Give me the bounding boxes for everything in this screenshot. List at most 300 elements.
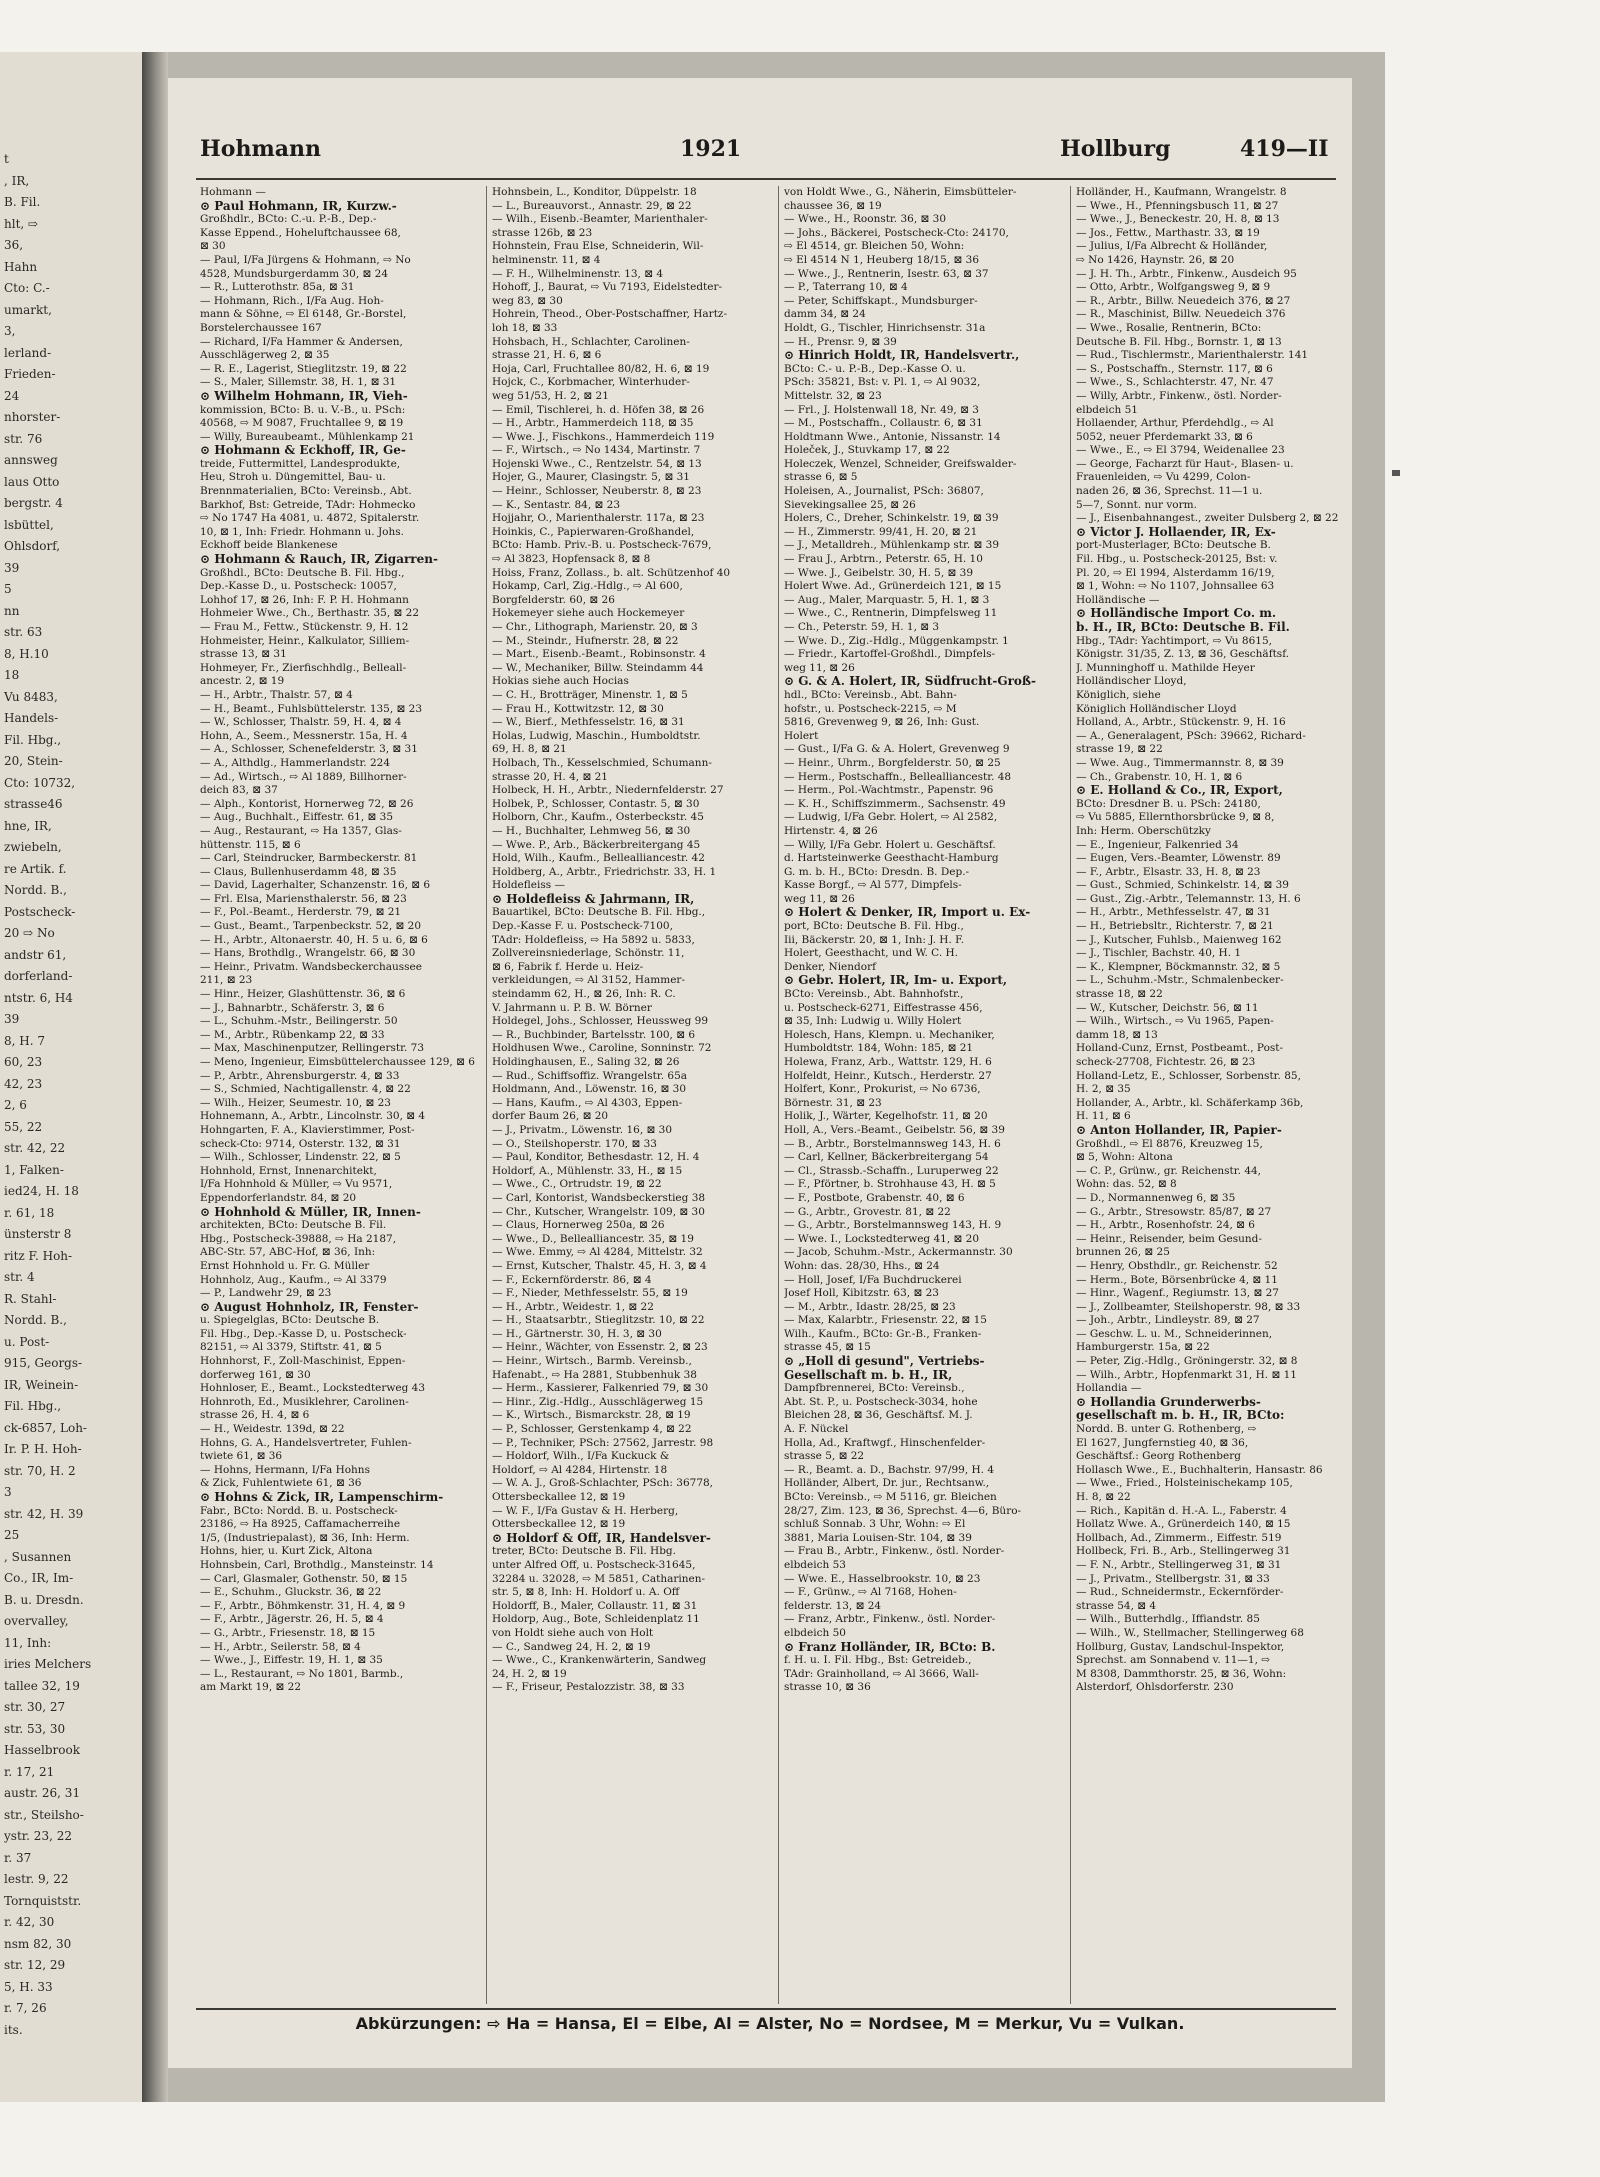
directory-entry: Hojjahr, O., Marienthalerstr. 117a, ⊠ 23 [492,512,705,525]
directory-entry: — Frl., J. Holstenwall 18, Nr. 49, ⊠ 3 [784,403,979,416]
firm-listing: ⊙ Hohns & Zick, IR, Lampenschirm- [200,1491,444,1504]
directory-column-2 [492,186,772,2004]
page-header [200,130,1330,170]
directory-entry: — F., Postbote, Grabenstr. 40, ⊠ 6 [784,1191,965,1204]
directory-entry: Großhdl., BCto: Deutsche B. Fil. Hbg., [200,566,405,579]
directory-entry: strasse 45, ⊠ 15 [784,1341,871,1354]
directory-entry: Iii, Bäckerstr. 20, ⊠ 1, Inh: J. H. F. [784,933,965,946]
left-page-fragment: 39 [4,1012,20,1026]
directory-entry: — H., Arbtr., Altonaerstr. 40, H. 5 u. 6, ⊠ 6 [200,933,428,946]
directory-entry: — Hohmann, Rich., I/Fa Aug. Hoh- [200,294,384,307]
directory-entry: BCto: Dresdner B. u. PSch: 24180, [1076,797,1261,810]
firm-listing: b. H., IR, BCto: Deutsche B. Fil. [1076,621,1290,634]
left-page-fragment: nsm 82, 30 [4,1936,72,1951]
directory-entry: treter, BCto: Deutsche B. Fil. Hbg. [492,1545,676,1558]
directory-entry: PSch: 35821, Bst: v. Pl. 1, ⇨ Al 9032, [784,376,981,389]
directory-entry: — Holl, Josef, I/Fa Buchdruckerei [784,1273,962,1286]
directory-entry: — Wwe., Fried., Holsteinischekamp 105, [1076,1477,1293,1490]
left-page-fragment: str. 70, H. 2 [4,1463,76,1478]
directory-entry: — G., Arbtr., Borstelmannsweg 143, H. 9 [784,1219,1002,1232]
left-page-fragment: 55, 22 [4,1119,43,1134]
directory-entry: — W., Kutscher, Deichstr. 56, ⊠ 11 [1076,1001,1259,1014]
directory-entry: — Peter, Zig.-Hdlg., Gröningerstr. 32, ⊠ 8 [1076,1355,1298,1368]
directory-entry: — Meno, Ingenieur, Eimsbüttelerchaussee 129, ⊠ 6 [200,1056,475,1068]
directory-entry: — L., Schuhm.-Mstr., Beilingerstr. 50 [200,1015,398,1028]
left-page-fragment: Hasselbrook [4,1743,81,1757]
left-page-fragment: Cto: C.- [4,281,50,295]
directory-entry: naden 26, ⊠ 36, Sprechst. 11—1 u. [1076,485,1263,498]
directory-entry: Ottersbeckallee 12, ⊠ 19 [492,1518,626,1531]
left-page-fragment: 20 ⇨ No [4,926,55,940]
directory-entry: strasse 5, ⊠ 22 [784,1450,865,1463]
directory-entry: — F., Arbtr., Böhmkenstr. 31, H. 4, ⊠ 9 [200,1599,406,1612]
directory-entry: — Hans, Brothdlg., Wrangelstr. 66, ⊠ 30 [200,947,416,960]
directory-entry: — Joh., Arbtr., Lindleystr. 89, ⊠ 27 [1076,1314,1260,1327]
directory-entry: Mittelstr. 32, ⊠ 23 [784,389,882,402]
column-divider [778,186,779,2004]
directory-entry: Sprechst. am Sonnabend v. 11—1, ⇨ [1076,1654,1271,1667]
directory-entry: Holland-Letz, E., Schlosser, Sorbenstr. 85, [1076,1069,1301,1082]
directory-entry: G. m. b. H., BCto: Dresdn. B. Dep.- [784,865,970,878]
directory-entry: — Herm., Pol.-Wachtmstr., Papenstr. 96 [784,784,994,797]
directory-entry: 1/5, (Industriepalast), ⊠ 36, Inh: Herm. [200,1531,410,1544]
directory-entry: — Alph., Kontorist, Hornerweg 72, ⊠ 26 [200,797,414,810]
directory-entry: — Willy, I/Fa Gebr. Holert u. Geschäftsf. [784,838,996,851]
directory-entry: — Ernst, Kutscher, Thalstr. 45, H. 3, ⊠ 4 [492,1259,707,1272]
left-page-fragment: u. Post- [4,1334,50,1349]
directory-entry: Holland-Cunz, Ernst, Postbeamt., Post- [1076,1042,1284,1055]
directory-entry: Holert, Geesthacht, und W. C. H. [784,947,958,960]
directory-entry: — Carl, Kontorist, Wandsbeckerstieg 38 [492,1191,706,1204]
directory-entry: — C., Sandweg 24, H. 2, ⊠ 19 [492,1640,651,1653]
directory-entry: Holesch, Hans, Klempn. u. Mechaniker, [784,1028,995,1041]
directory-entry: — C. H., Brotträger, Minenstr. 1, ⊠ 5 [492,688,688,701]
directory-column-4 [1076,186,1356,2004]
directory-entry: Holfeldt, Heinr., Kutsch., Herderstr. 27 [784,1069,992,1082]
firm-listing: ⊙ Hinrich Holdt, IR, Handelsvertr., [784,349,1020,363]
directory-entry: d. Hartsteinwerke Geesthacht-Hamburg [784,852,999,865]
left-page-fragment: 8, H. 7 [4,1033,45,1048]
directory-entry: Holbeck, H. H., Arbtr., Niedernfelderstr. 27 [492,784,724,797]
directory-entry: Holdegel, Johs., Schlosser, Heussweg 99 [492,1015,709,1028]
directory-entry: brunnen 26, ⊠ 25 [1076,1246,1170,1259]
directory-entry: — M., Arbtr., Idastr. 28/25, ⊠ 23 [784,1300,956,1313]
directory-entry: — R. E., Lagerist, Stieglitzstr. 19, ⊠ 22 [200,362,407,375]
firm-listing: ⊙ Anton Hollander, IR, Papier- [1076,1123,1282,1137]
directory-entry: — F., Eckernförderstr. 86, ⊠ 4 [492,1273,652,1286]
book-gutter [142,52,168,2102]
directory-entry: Börnestr. 31, ⊠ 23 [784,1096,882,1109]
directory-entry: Holewa, Franz, Arb., Wattstr. 129, H. 6 [784,1056,992,1068]
directory-entry: — Wilh., Schlosser, Lindenstr. 22, ⊠ 5 [200,1151,401,1164]
left-page-fragment: r. 37 [4,1850,32,1865]
directory-entry: — Wwe., C., Rentnerin, Dimpfelsweg 11 [784,607,998,620]
left-page-fragment: annsweg [4,453,58,467]
directory-entry: strasse 13, ⊠ 31 [200,648,287,661]
left-page-fragment: str. 42, H. 39 [4,1506,84,1521]
directory-entry: — G., Arbtr., Friesenstr. 18, ⊠ 15 [200,1626,376,1639]
directory-entry: — Peter, Schiffskapt., Mundsburger- [784,294,978,307]
directory-entry: V. Jahrmann u. P. B. W. Börner [492,1001,652,1014]
firm-listing: ⊙ August Hohnholz, IR, Fenster- [200,1300,419,1314]
directory-entry: — O., Steilshoperstr. 170, ⊠ 33 [492,1137,657,1150]
directory-entry: Großhdl., ⇨ El 8876, Kreuzweg 15, [1076,1137,1263,1150]
left-page-fragment: overvalley, [4,1614,69,1628]
directory-entry: — Henry, Obsthdlr., gr. Reichenstr. 52 [1076,1259,1278,1272]
directory-entry: — F., Grünw., ⇨ Al 7168, Hohen- [784,1586,957,1599]
directory-entry: Josef Holl, Kibitzstr. 63, ⊠ 23 [784,1287,939,1300]
directory-entry: — Wwe. Aug., Timmermannstr. 8, ⊠ 39 [1076,756,1284,769]
directory-entry: — A., Althdlg., Hammerlandstr. 224 [200,756,391,769]
directory-entry: — Frau M., Fettw., Stückenstr. 9, H. 12 [200,621,409,633]
directory-entry: Dampfbrennerei, BCto: Vereinsb., [784,1382,965,1395]
directory-entry: elbdeich 50 [784,1626,846,1639]
directory-entry: ⊠ 30 [200,240,226,253]
directory-entry: — Max, Maschinenputzer, Rellingerstr. 73 [200,1042,424,1055]
directory-entry: Eckhoff beide Blankenese [200,539,338,552]
directory-entry: — H., Arbtr., Weidestr. 1, ⊠ 22 [492,1300,654,1313]
directory-entry: — Wwe. J., Fischkons., Hammerdeich 119 [492,430,715,443]
header-right-keyword: Hollburg [1060,136,1171,162]
directory-entry: — Carl, Kellner, Bäckerbreitergang 54 [784,1151,989,1164]
left-page-fragment: str. 12, 29 [4,1958,66,1972]
left-page-fragment: Frieden- [4,367,56,381]
directory-entry: — H., Arbtr., Methfesselstr. 47, ⊠ 31 [1076,906,1271,919]
directory-entry: am Markt 19, ⊠ 22 [200,1681,302,1694]
directory-entry: Hohmeyer, Fr., Zierfischhdlg., Belleall- [200,661,407,674]
directory-entry: — F., Arbtr., Elsastr. 33, H. 8, ⊠ 23 [1076,865,1261,878]
left-page-fragment: 5 [4,582,12,596]
directory-entry: 82151, ⇨ Al 3379, Stiftstr. 41, ⊠ 5 [200,1341,382,1354]
left-page-fragment: Tornquiststr. [4,1893,82,1908]
directory-entry: ancestr. 2, ⊠ 19 [200,675,285,688]
directory-entry: damm 34, ⊠ 24 [784,308,866,321]
directory-entry: — Hans, Kaufm., ⇨ Al 4303, Eppen- [492,1096,683,1109]
directory-entry: — Johs., Bäckerei, Postscheck-Cto: 24170, [784,226,1009,239]
directory-entry: von Holdt siehe auch von Holt [492,1626,654,1639]
directory-entry: ⊠ 5, Wohn: Altona [1076,1151,1173,1164]
firm-listing: ⊙ G. & A. Holert, IR, Südfrucht-Groß- [784,675,1036,689]
directory-entry: Hamburgerstr. 15a, ⊠ 22 [1076,1341,1210,1354]
directory-entry: Hohnsbein, L., Konditor, Düppelstr. 18 [492,186,697,198]
directory-entry: BCto: Vereinsb., ⇨ M 5116, gr. Bleichen [784,1491,997,1503]
directory-entry: H. 8, ⊠ 22 [1076,1491,1131,1503]
directory-entry: — Wilh., Wirtsch., ⇨ Vu 1965, Papen- [1076,1015,1274,1028]
directory-entry: kommission, BCto: B. u. V.-B., u. PSch: [200,403,406,416]
directory-entry: treide, Futtermittel, Landesprodukte, [200,457,401,470]
directory-entry: 5816, Grevenweg 9, ⊠ 26, Inh: Gust. [784,716,980,729]
directory-entry: Ernst Hohnhold u. Fr. G. Müller [200,1259,370,1272]
directory-entry: Hollbeck, Fri. B., Arb., Stellingerweg 31 [1076,1545,1291,1558]
firm-listing: ⊙ Wilhelm Hohmann, IR, Vieh- [200,389,408,403]
directory-entry: Heu, Stroh u. Düngemittel, Bau- u. [200,471,386,484]
directory-entry: chaussee 36, ⊠ 19 [784,199,882,212]
directory-entry: scheck-27708, Fichtestr. 26, ⊠ 23 [1076,1056,1256,1068]
directory-entry: helminenstr. 11, ⊠ 4 [492,253,601,266]
left-page-fragment: ntstr. 6, H4 [4,990,73,1005]
directory-entry: — Jacob, Schuhm.-Mstr., Ackermannstr. 30 [784,1246,1013,1259]
directory-entry: Hbg., Postscheck-39888, ⇨ Ha 2187, [200,1232,397,1245]
directory-entry: — K., Klempner, Böckmannstr. 32, ⊠ 5 [1076,960,1281,973]
directory-entry: Dep.-Kasse F. u. Postscheck-7100, [492,920,673,933]
directory-entry: Inh: Herm. Oberschützky [1076,824,1211,837]
directory-entry: — Eugen, Vers.-Beamter, Löwenstr. 89 [1076,852,1281,865]
directory-entry: — Frau B., Arbtr., Finkenw., östl. Norder- [784,1545,1005,1558]
directory-entry: — Holdorf, Wilh., I/Fa Kuckuck & [492,1450,670,1463]
left-page-fragment: , IR, [4,173,30,188]
directory-entry: — J., Zollbeamter, Steilshoperstr. 98, ⊠ 33 [1076,1300,1301,1313]
left-page-fragment: r. 61, 18 [4,1205,55,1220]
directory-entry: — Wilh., Eisenb.-Beamter, Marienthaler- [492,213,708,226]
directory-entry: — Willy, Bureaubeamt., Mühlenkamp 21 [200,430,415,443]
directory-entry: elbdeich 51 [1076,403,1138,416]
directory-entry: ⊠ 35, Inh: Ludwig u. Willy Holert [784,1015,962,1028]
left-page-fragment: 3, [4,324,16,338]
directory-entry: — L., Bureauvorst., Annastr. 29, ⊠ 22 [492,199,692,212]
directory-entry: — C. P., Grünw., gr. Reichenstr. 44, [1076,1164,1262,1177]
directory-entry: dorfer Baum 26, ⊠ 20 [492,1110,609,1123]
directory-entry: 69, H. 8, ⊠ 21 [492,743,567,756]
left-page-fragment: Postscheck- [4,904,76,919]
directory-entry: — Heinr., Wirtsch., Barmb. Vereinsb., [492,1355,692,1368]
directory-entry: — Paul, I/Fa Jürgens & Hohmann, ⇨ No [200,253,411,266]
left-page-fragment: 24 [4,388,20,403]
left-page-fragment: 5, H. 33 [4,1979,53,1994]
directory-entry: — Frau J., Arbtrn., Peterstr. 65, H. 10 [784,553,983,566]
directory-entry: Wohn: das. 28/30, Hhs., ⊠ 24 [784,1259,940,1272]
directory-entry: Lohhof 17, ⊠ 26, Inh: F. P. H. Hohmann [200,593,409,606]
directory-entry: — Friedr., Kartoffel-Großhdl., Dimpfels- [784,648,996,661]
directory-entry: Hojck, C., Korbmacher, Winterhuder- [492,376,690,389]
directory-entry: weg 51/53, H. 2, ⊠ 21 [492,389,609,402]
directory-entry: weg 11, ⊠ 26 [784,892,855,905]
directory-entry: Denker, Niendorf [784,960,876,973]
directory-entry: — Claus, Bullenhuserdamm 48, ⊠ 35 [200,865,397,878]
directory-entry: — F., Pförtner, b. Strohhause 43, H. ⊠ 5 [784,1178,996,1191]
directory-entry: — Herm., Kassierer, Falkenried 79, ⊠ 30 [492,1382,709,1395]
directory-entry: Großhdlr., BCto: C.-u. P.-B., Dep.- [200,213,377,226]
directory-entry: Holla, Ad., Kraftwgf., Hinschenfelder- [784,1436,986,1449]
left-page-fragment: Ir. P. H. Hoh- [4,1442,82,1456]
directory-entry: — Emil, Tischlerei, h. d. Höfen 38, ⊠ 26 [492,403,705,416]
directory-entry: — S., Schmied, Nachtigallenstr. 4, ⊠ 22 [200,1083,411,1096]
directory-entry: Königstr. 31/35, Z. 13, ⊠ 36, Geschäftsf. [1076,648,1290,661]
directory-entry: H. 11, ⊠ 6 [1076,1110,1131,1123]
directory-entry: strasse 54, ⊠ 4 [1076,1599,1157,1612]
directory-entry: — Max, Kalarbtr., Friesenstr. 22, ⊠ 15 [784,1314,987,1327]
directory-entry: Barkhof, Bst: Getreide, TAdr: Hohmecko [200,498,416,511]
left-page-fragment: 36, [4,238,24,252]
directory-entry: — P., Schlosser, Gerstenkamp 4, ⊠ 22 [492,1423,692,1436]
directory-entry: — K. H., Schiffszimmerm., Sachsenstr. 49 [784,797,1006,810]
directory-entry: — Wwe., J., Beneckestr. 20, H. 8, ⊠ 13 [1076,213,1280,226]
directory-entry: Fil. Hbg., Dep.-Kasse D, u. Postscheck- [200,1327,407,1340]
left-page-fragment: t [4,152,9,166]
left-page-fragment: , Susannen [4,1549,72,1564]
directory-entry: — E., Ingenieur, Falkenried 34 [1076,838,1239,851]
directory-entry: — Wwe. D., Zig.-Hdlg., Müggenkampstr. 1 [784,634,1009,647]
left-page-fragment: str. 76 [4,431,43,446]
directory-entry: Hohns, G. A., Handelsvertreter, Fuhlen- [200,1436,412,1449]
directory-entry: — Wwe. Emmy, ⇨ Al 4284, Mittelstr. 32 [492,1246,703,1259]
left-page-fragment: re Artik. f. [4,861,67,876]
left-page-fragment: 39 [4,560,20,575]
directory-entry: Holdorp, Aug., Bote, Schleidenplatz 11 [492,1613,700,1626]
left-page-fragment: 20, Stein- [4,754,63,768]
firm-listing: ⊙ Holdorf & Off, IR, Handelsver- [492,1531,711,1545]
directory-entry: — J., Metalldreh., Mühlenkamp str. ⊠ 39 [784,539,1000,552]
directory-entry: strasse 26, H. 4, ⊠ 6 [200,1409,310,1422]
directory-entry: 32284 u. 32028, ⇨ M 5851, Catharinen- [492,1572,706,1585]
directory-entry: 28/27, Zim. 123, ⊠ 36, Sprechst. 4—6, Büro- [784,1504,1022,1517]
directory-entry: J. Munninghoff u. Mathilde Heyer [1076,661,1255,674]
directory-entry: port, BCto: Deutsche B. Fil. Hbg., [784,920,964,933]
directory-column-3 [784,186,1064,2004]
directory-entry: schluß Sonnab. 3 Uhr, Wohn: ⇨ El [784,1518,966,1531]
directory-entry: Hafenabt., ⇨ Ha 2881, Stubbenhuk 38 [492,1368,697,1381]
directory-entry: — R., Lutterothstr. 85a, ⊠ 31 [200,281,355,294]
directory-entry: Holdtmann Wwe., Antonie, Nissanstr. 14 [784,430,1001,443]
directory-entry: Holfert, Konr., Prokurist, ⇨ No 6736, [784,1083,981,1096]
directory-entry: Hoja, Carl, Fruchtallee 80/82, H. 6, ⊠ 19 [492,362,710,375]
left-page-fragment: ritz F. Hoh- [4,1248,73,1263]
directory-entry: — F., Friseur, Pestalozzistr. 38, ⊠ 33 [492,1681,685,1694]
directory-entry: Hbg., TAdr: Yachtimport, ⇨ Vu 8615, [1076,634,1272,647]
directory-entry: — Hinr., Wagenf., Regiumstr. 13, ⊠ 27 [1076,1287,1279,1300]
directory-entry: Hollander, A., Arbtr., kl. Schäferkamp 36b, [1076,1096,1304,1109]
directory-entry: Borstelerchaussee 167 [200,321,322,334]
abbreviations-footer: Abkürzungen: ⇨ Ha = Hansa, El = Elbe, Al = Alster, No = Nordsee, M = Merkur, Vu = Vulkan. [355,2014,1185,2033]
directory-entry: — Cl., Strassb.-Schaffn., Luruperweg 22 [784,1164,999,1177]
directory-entry: — P., Landwehr 29, ⊠ 23 [200,1287,332,1300]
directory-entry: Holländer, Albert, Dr. jur., Rechtsanw., [784,1477,990,1490]
directory-entry: — J., Eisenbahnangest., zweiter Dulsberg 2, ⊠ 22 [1076,512,1339,525]
directory-entry: — Willy, Arbtr., Finkenw., östl. Norder- [1076,389,1282,402]
directory-entry: 24, H. 2, ⊠ 19 [492,1667,567,1680]
directory-entry: Abt. St. P., u. Postscheck-3034, hohe [784,1395,978,1408]
directory-entry: — L., Restaurant, ⇨ No 1801, Barmb., [200,1667,404,1680]
directory-entry: — Ludwig, I/Fa Gebr. Holert, ⇨ Al 2582, [784,811,998,824]
directory-entry: — Wwe. J., Geibelstr. 30, H. 5, ⊠ 39 [784,566,974,579]
directory-entry: f. H. u. I. Fil. Hbg., Bst: Getreideb., [784,1654,972,1667]
directory-entry: Hokamp, Carl, Zig.-Hdlg., ⇨ Al 600, [492,580,683,593]
directory-entry: — W., Schlosser, Thalstr. 59, H. 4, ⊠ 4 [200,716,402,729]
directory-entry: — Chr., Kutscher, Wrangelstr. 109, ⊠ 30 [492,1205,705,1218]
directory-entry: Hohngarten, F. A., Klavierstimmer, Post- [200,1123,415,1136]
left-page-fragment: hlt, ⇨ [4,216,39,231]
directory-entry: Fabr., BCto: Nordd. B. u. Postscheck- [200,1504,398,1517]
directory-entry: — R., Maschinist, Billw. Neuedeich 376 [1076,308,1286,321]
left-page-fragment: r. 7, 26 [4,2001,47,2015]
directory-entry: — Rud., Tischlermstr., Marienthalerstr. 141 [1076,349,1309,362]
directory-entry: Hollandia — [1076,1382,1142,1395]
directory-entry: ABC-Str. 57, ABC-Hof, ⊠ 36, Inh: [200,1246,376,1259]
directory-entry: BCto: Vereinsb., Abt. Bahnhofstr., [784,988,964,1001]
directory-entry: u. Postscheck-6271, Eiffestrasse 456, [784,1001,983,1014]
directory-entry: Zollvereinsniederlage, Schönstr. 11, [492,947,685,960]
left-page-fragment: 42, 23 [4,1076,43,1091]
directory-entry: BCto: C.- u. P.-B., Dep.-Kasse O. u. [784,362,966,375]
left-page-fragment: 915, Georgs- [4,1356,83,1370]
directory-entry: — Claus, Hornerweg 250a, ⊠ 26 [492,1219,665,1232]
directory-entry: Hoiss, Franz, Zollass., b. alt. Schützenhof 40 [492,566,731,579]
directory-entry: — J., Privatm., Löwenstr. 16, ⊠ 30 [492,1123,673,1136]
left-page-fragment: 11, Inh: [4,1635,52,1650]
directory-entry: Hohnroth, Ed., Musiklehrer, Carolinen- [200,1395,409,1408]
directory-entry: 4528, Mundsburgerdamm 30, ⊠ 24 [200,267,389,280]
directory-entry: — H., Gärtnerstr. 30, H. 3, ⊠ 30 [492,1327,662,1340]
directory-entry: Hohnemann, A., Arbtr., Lincolnstr. 30, ⊠ 4 [200,1110,426,1123]
directory-entry: ⇨ No 1747 Ha 4081, u. 4872, Spitalerstr. [200,512,420,525]
directory-entry: — B., Arbtr., Borstelmannsweg 143, H. 6 [784,1137,1001,1150]
directory-entry: — J. H. Th., Arbtr., Finkenw., Ausdeich 95 [1076,267,1297,280]
left-page-fragment: lerland- [4,345,52,360]
directory-entry: — Carl, Glasmaler, Gothenstr. 50, ⊠ 15 [200,1572,408,1585]
directory-entry: 3881, Maria Louisen-Str. 104, ⊠ 39 [784,1531,972,1544]
directory-entry: — H., Buchhalter, Lehmweg 56, ⊠ 30 [492,824,691,837]
directory-entry: strasse 10, ⊠ 36 [784,1681,871,1694]
left-page-fragment: 60, 23 [4,1055,43,1069]
directory-entry: — H., Betriebsltr., Richterstr. 7, ⊠ 21 [1076,920,1274,933]
directory-entry: — H., Staatsarbtr., Stieglitzstr. 10, ⊠ 22 [492,1314,705,1327]
directory-entry: Holdinghausen, E., Saling 32, ⊠ 26 [492,1056,680,1068]
directory-entry: — J., Bahnarbtr., Schäferstr. 3, ⊠ 6 [200,1001,385,1014]
directory-entry: Kasse Borgf., ⇨ Al 577, Dimpfels- [784,879,962,892]
left-page-fragment: 8, H.10 [4,646,49,661]
left-page-fragment: Fil. Hbg., [4,732,62,747]
firm-listing: ⊙ E. Holland & Co., IR, Export, [1076,784,1283,798]
left-page-fragment: str. 63 [4,625,43,639]
directory-entry: Holers, C., Dreher, Schinkelstr. 19, ⊠ 39 [784,512,999,525]
left-page-fragment: B. Fil. [4,195,41,209]
directory-entry: steindamm 62, H., ⊠ 26, Inh: R. C. [492,988,676,1001]
directory-entry: — Aug., Maler, Marquastr. 5, H. 1, ⊠ 3 [784,593,990,606]
directory-entry: — H., Arbtr., Rosenhofstr. 24, ⊠ 6 [1076,1219,1255,1232]
directory-entry: Holert Wwe. Ad., Grünerdeich 121, ⊠ 15 [784,580,1002,593]
left-page-fragment: Nordd. B., [4,1313,67,1327]
directory-entry: elbdeich 53 [784,1558,846,1571]
left-page-fragment: str. 53, 30 [4,1721,66,1736]
left-page-fragment: nhorster- [4,410,61,424]
directory-entry: — Julius, I/Fa Albrecht & Holländer, [1076,240,1268,253]
directory-entry: A. F. Nückel [784,1423,849,1436]
directory-entry: Hohns, hier, u. Kurt Zick, Altona [200,1545,373,1558]
left-page-fragment: Handels- [4,711,59,725]
directory-entry: Holert [784,729,819,742]
header-year: 1921 [680,136,742,162]
directory-entry: — K., Sentastr. 84, ⊠ 23 [492,498,621,511]
directory-entry: — M., Arbtr., Rübenkamp 22, ⊠ 33 [200,1028,385,1041]
directory-entry: str. 5, ⊠ 8, Inh: H. Holdorf u. A. Off [492,1586,680,1599]
left-page-fragment: austr. 26, 31 [4,1786,81,1800]
left-page-fragment: lsbüttel, [4,517,54,532]
directory-entry: loh 18, ⊠ 33 [492,321,558,334]
directory-entry: — H., Beamt., Fuhlsbüttelerstr. 135, ⊠ 23 [200,702,423,715]
directory-entry: — H., Arbtr., Thalstr. 57, ⊠ 4 [200,688,353,701]
directory-entry: — R., Beamt. a. D., Bachstr. 97/99, H. 4 [784,1463,995,1476]
directory-entry: — D., Normannenweg 6, ⊠ 35 [1076,1191,1236,1204]
margin-mark [1392,470,1400,476]
directory-entry: — W., Mechaniker, Billw. Steindamm 44 [492,661,704,674]
directory-entry: Holeisen, A., Journalist, PSch: 36807, [784,485,984,498]
directory-entry: ⇨ El 4514 N 1, Heuberg 18/15, ⊠ 36 [784,253,980,266]
directory-entry: Dep.-Kasse D., u. Postscheck: 10057, [200,580,397,593]
left-page-fragment: umarkt, [4,302,52,317]
left-page-fragment: laus Otto [4,474,60,489]
directory-entry: — F., Nieder, Methfesselstr. 55, ⊠ 19 [492,1287,688,1300]
left-page-fragment: ied24, H. 18 [4,1184,79,1198]
directory-entry: — Franz, Arbtr., Finkenw., östl. Norder- [784,1613,996,1626]
